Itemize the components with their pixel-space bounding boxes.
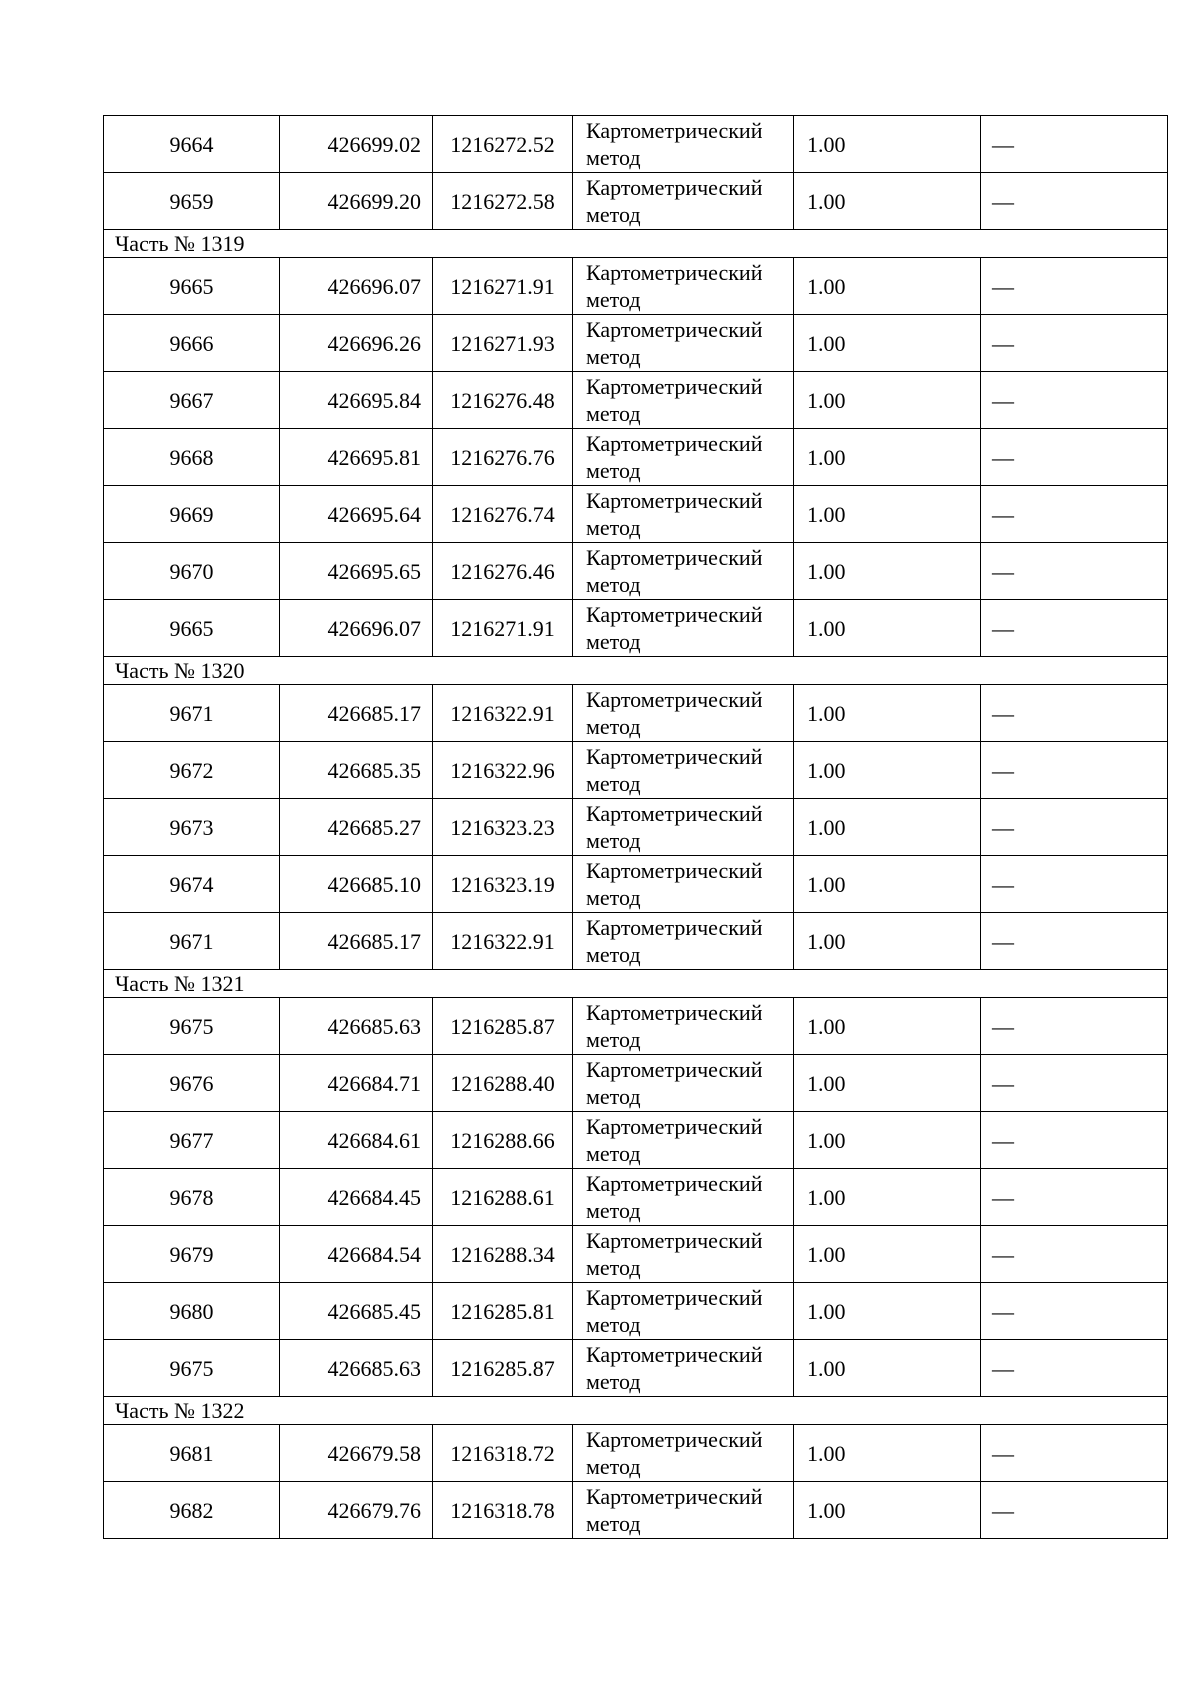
accuracy-value: 1.00 <box>794 1482 981 1539</box>
coordinate-y: 1216322.91 <box>433 913 573 970</box>
accuracy-value: 1.00 <box>794 1055 981 1112</box>
section-header-row <box>104 657 1168 685</box>
coordinate-x: 426685.27 <box>280 799 433 856</box>
coordinate-y: 1216323.23 <box>433 799 573 856</box>
note-dash: — <box>981 315 1168 372</box>
method-line-1: Картометрический <box>586 1427 763 1452</box>
coordinate-y: 1216285.87 <box>433 998 573 1055</box>
table-row <box>104 600 1168 657</box>
table-row <box>104 1112 1168 1169</box>
coordinate-x: 426696.26 <box>280 315 433 372</box>
method-line-2: метод <box>586 885 641 910</box>
coordinate-x: 426685.63 <box>280 998 433 1055</box>
accuracy-value: 1.00 <box>794 1169 981 1226</box>
method-line-1: Картометрический <box>586 915 763 940</box>
note-dash: — <box>981 258 1168 315</box>
coordinate-y: 1216322.96 <box>433 742 573 799</box>
method-cell <box>573 913 794 970</box>
method-cell <box>573 1055 794 1112</box>
method-line-2: метод <box>586 1369 641 1394</box>
table-row <box>104 486 1168 543</box>
point-number: 9678 <box>104 1169 280 1226</box>
method-line-1: Картометрический <box>586 687 763 712</box>
accuracy-value: 1.00 <box>794 1425 981 1482</box>
method-cell <box>573 799 794 856</box>
method-cell <box>573 429 794 486</box>
table-row <box>104 429 1168 486</box>
coordinate-y: 1216272.58 <box>433 173 573 230</box>
note-dash: — <box>981 1055 1168 1112</box>
method-line-2: метод <box>586 942 641 967</box>
point-number: 9669 <box>104 486 280 543</box>
table-row <box>104 1340 1168 1397</box>
note-dash: — <box>981 685 1168 742</box>
table-row <box>104 543 1168 600</box>
method-line-1: Картометрический <box>586 118 763 143</box>
coordinate-x: 426684.45 <box>280 1169 433 1226</box>
method-cell <box>573 486 794 543</box>
method-cell <box>573 742 794 799</box>
point-number: 9668 <box>104 429 280 486</box>
point-number: 9677 <box>104 1112 280 1169</box>
method-line-1: Картометрический <box>586 374 763 399</box>
method-line-2: метод <box>586 458 641 483</box>
method-cell <box>573 685 794 742</box>
point-number: 9674 <box>104 856 280 913</box>
method-line-2: метод <box>586 1255 641 1280</box>
note-dash: — <box>981 1482 1168 1539</box>
point-number: 9680 <box>104 1283 280 1340</box>
method-cell <box>573 1169 794 1226</box>
coordinate-x: 426696.07 <box>280 600 433 657</box>
method-line-1: Картометрический <box>586 260 763 285</box>
method-line-1: Картометрический <box>586 1484 763 1509</box>
coordinate-x: 426699.02 <box>280 116 433 173</box>
method-line-1: Картометрический <box>586 1228 763 1253</box>
table-row <box>104 1425 1168 1482</box>
section-label: Часть № 1319 <box>104 230 1168 258</box>
method-line-1: Картометрический <box>586 801 763 826</box>
method-cell <box>573 600 794 657</box>
accuracy-value: 1.00 <box>794 685 981 742</box>
point-number: 9675 <box>104 998 280 1055</box>
coordinate-y: 1216288.34 <box>433 1226 573 1283</box>
accuracy-value: 1.00 <box>794 315 981 372</box>
method-cell <box>573 1425 794 1482</box>
table-row <box>104 1482 1168 1539</box>
coordinate-y: 1216322.91 <box>433 685 573 742</box>
coordinate-x: 426684.54 <box>280 1226 433 1283</box>
note-dash: — <box>981 600 1168 657</box>
method-line-2: метод <box>586 828 641 853</box>
method-line-2: метод <box>586 145 641 170</box>
method-line-2: метод <box>586 202 641 227</box>
note-dash: — <box>981 799 1168 856</box>
coordinate-x: 426685.17 <box>280 685 433 742</box>
table-row <box>104 913 1168 970</box>
table-row <box>104 998 1168 1055</box>
note-dash: — <box>981 1283 1168 1340</box>
coordinate-y: 1216288.61 <box>433 1169 573 1226</box>
accuracy-value: 1.00 <box>794 742 981 799</box>
section-header-row <box>104 970 1168 998</box>
coordinates-table <box>103 115 1168 1539</box>
method-line-1: Картометрический <box>586 175 763 200</box>
table-row <box>104 173 1168 230</box>
accuracy-value: 1.00 <box>794 543 981 600</box>
coordinate-y: 1216288.40 <box>433 1055 573 1112</box>
method-line-2: метод <box>586 1084 641 1109</box>
method-line-1: Картометрический <box>586 1057 763 1082</box>
table-row <box>104 1055 1168 1112</box>
point-number: 9670 <box>104 543 280 600</box>
point-number: 9659 <box>104 173 280 230</box>
method-line-2: метод <box>586 344 641 369</box>
table-row <box>104 116 1168 173</box>
coordinate-y: 1216271.91 <box>433 258 573 315</box>
method-line-1: Картометрический <box>586 1342 763 1367</box>
table-row <box>104 372 1168 429</box>
point-number: 9681 <box>104 1425 280 1482</box>
point-number: 9676 <box>104 1055 280 1112</box>
table-row <box>104 742 1168 799</box>
accuracy-value: 1.00 <box>794 856 981 913</box>
accuracy-value: 1.00 <box>794 372 981 429</box>
table-row <box>104 1283 1168 1340</box>
table-row <box>104 856 1168 913</box>
coordinate-y: 1216285.81 <box>433 1283 573 1340</box>
method-line-1: Картометрический <box>586 744 763 769</box>
point-number: 9665 <box>104 600 280 657</box>
method-cell <box>573 998 794 1055</box>
coordinate-x: 426685.17 <box>280 913 433 970</box>
accuracy-value: 1.00 <box>794 799 981 856</box>
coordinate-x: 426696.07 <box>280 258 433 315</box>
method-cell <box>573 856 794 913</box>
method-line-2: метод <box>586 1454 641 1479</box>
note-dash: — <box>981 173 1168 230</box>
point-number: 9671 <box>104 685 280 742</box>
coordinate-x: 426685.10 <box>280 856 433 913</box>
point-number: 9672 <box>104 742 280 799</box>
coordinate-x: 426695.84 <box>280 372 433 429</box>
note-dash: — <box>981 116 1168 173</box>
coordinate-x: 426685.63 <box>280 1340 433 1397</box>
accuracy-value: 1.00 <box>794 1112 981 1169</box>
coordinate-y: 1216288.66 <box>433 1112 573 1169</box>
coordinate-y: 1216318.78 <box>433 1482 573 1539</box>
method-line-1: Картометрический <box>586 1000 763 1025</box>
coordinate-x: 426695.64 <box>280 486 433 543</box>
method-line-2: метод <box>586 714 641 739</box>
point-number: 9667 <box>104 372 280 429</box>
method-cell <box>573 1340 794 1397</box>
method-line-2: метод <box>586 771 641 796</box>
table-row <box>104 1169 1168 1226</box>
note-dash: — <box>981 856 1168 913</box>
method-line-2: метод <box>586 1027 641 1052</box>
table-row <box>104 685 1168 742</box>
coordinate-x: 426695.81 <box>280 429 433 486</box>
method-cell <box>573 116 794 173</box>
method-line-1: Картометрический <box>586 858 763 883</box>
point-number: 9679 <box>104 1226 280 1283</box>
method-cell <box>573 258 794 315</box>
coordinate-y: 1216271.93 <box>433 315 573 372</box>
point-number: 9665 <box>104 258 280 315</box>
method-line-2: метод <box>586 1312 641 1337</box>
accuracy-value: 1.00 <box>794 913 981 970</box>
method-line-1: Картометрический <box>586 317 763 342</box>
note-dash: — <box>981 1169 1168 1226</box>
method-line-2: метод <box>586 1141 641 1166</box>
method-line-1: Картометрический <box>586 1171 763 1196</box>
accuracy-value: 1.00 <box>794 486 981 543</box>
coordinate-x: 426679.76 <box>280 1482 433 1539</box>
point-number: 9675 <box>104 1340 280 1397</box>
note-dash: — <box>981 372 1168 429</box>
method-cell <box>573 1226 794 1283</box>
method-line-2: метод <box>586 1511 641 1536</box>
table-row <box>104 315 1168 372</box>
note-dash: — <box>981 913 1168 970</box>
coordinate-y: 1216276.76 <box>433 429 573 486</box>
note-dash: — <box>981 998 1168 1055</box>
accuracy-value: 1.00 <box>794 1226 981 1283</box>
method-line-1: Картометрический <box>586 1114 763 1139</box>
note-dash: — <box>981 1226 1168 1283</box>
accuracy-value: 1.00 <box>794 258 981 315</box>
accuracy-value: 1.00 <box>794 429 981 486</box>
coordinate-x: 426695.65 <box>280 543 433 600</box>
coordinate-y: 1216318.72 <box>433 1425 573 1482</box>
method-cell <box>573 372 794 429</box>
point-number: 9666 <box>104 315 280 372</box>
method-line-2: метод <box>586 572 641 597</box>
method-line-1: Картометрический <box>586 431 763 456</box>
method-line-1: Картометрический <box>586 602 763 627</box>
note-dash: — <box>981 742 1168 799</box>
note-dash: — <box>981 1112 1168 1169</box>
coordinate-y: 1216276.46 <box>433 543 573 600</box>
coordinate-y: 1216276.74 <box>433 486 573 543</box>
section-label: Часть № 1321 <box>104 970 1168 998</box>
method-line-2: метод <box>586 287 641 312</box>
method-line-1: Картометрический <box>586 545 763 570</box>
method-cell <box>573 1283 794 1340</box>
coordinate-x: 426679.58 <box>280 1425 433 1482</box>
table-row <box>104 799 1168 856</box>
method-line-2: метод <box>586 401 641 426</box>
accuracy-value: 1.00 <box>794 1283 981 1340</box>
method-cell <box>573 1482 794 1539</box>
coordinate-x: 426699.20 <box>280 173 433 230</box>
section-header-row <box>104 1397 1168 1425</box>
point-number: 9664 <box>104 116 280 173</box>
table-row <box>104 258 1168 315</box>
section-header-row <box>104 230 1168 258</box>
method-line-1: Картометрический <box>586 1285 763 1310</box>
method-line-2: метод <box>586 515 641 540</box>
coordinate-x: 426685.35 <box>280 742 433 799</box>
table-row <box>104 1226 1168 1283</box>
coordinate-y: 1216271.91 <box>433 600 573 657</box>
point-number: 9682 <box>104 1482 280 1539</box>
coordinate-y: 1216276.48 <box>433 372 573 429</box>
method-line-2: метод <box>586 1198 641 1223</box>
coordinate-x: 426685.45 <box>280 1283 433 1340</box>
accuracy-value: 1.00 <box>794 1340 981 1397</box>
method-line-1: Картометрический <box>586 488 763 513</box>
note-dash: — <box>981 429 1168 486</box>
section-label: Часть № 1322 <box>104 1397 1168 1425</box>
coordinate-y: 1216272.52 <box>433 116 573 173</box>
coordinate-y: 1216323.19 <box>433 856 573 913</box>
accuracy-value: 1.00 <box>794 998 981 1055</box>
section-label: Часть № 1320 <box>104 657 1168 685</box>
coordinate-y: 1216285.87 <box>433 1340 573 1397</box>
method-cell <box>573 1112 794 1169</box>
method-line-2: метод <box>586 629 641 654</box>
accuracy-value: 1.00 <box>794 116 981 173</box>
coordinates-table-body <box>104 116 1168 1539</box>
accuracy-value: 1.00 <box>794 600 981 657</box>
coordinate-x: 426684.71 <box>280 1055 433 1112</box>
method-cell <box>573 315 794 372</box>
accuracy-value: 1.00 <box>794 173 981 230</box>
note-dash: — <box>981 1425 1168 1482</box>
note-dash: — <box>981 543 1168 600</box>
point-number: 9671 <box>104 913 280 970</box>
point-number: 9673 <box>104 799 280 856</box>
method-cell <box>573 173 794 230</box>
coordinate-x: 426684.61 <box>280 1112 433 1169</box>
note-dash: — <box>981 486 1168 543</box>
method-cell <box>573 543 794 600</box>
note-dash: — <box>981 1340 1168 1397</box>
